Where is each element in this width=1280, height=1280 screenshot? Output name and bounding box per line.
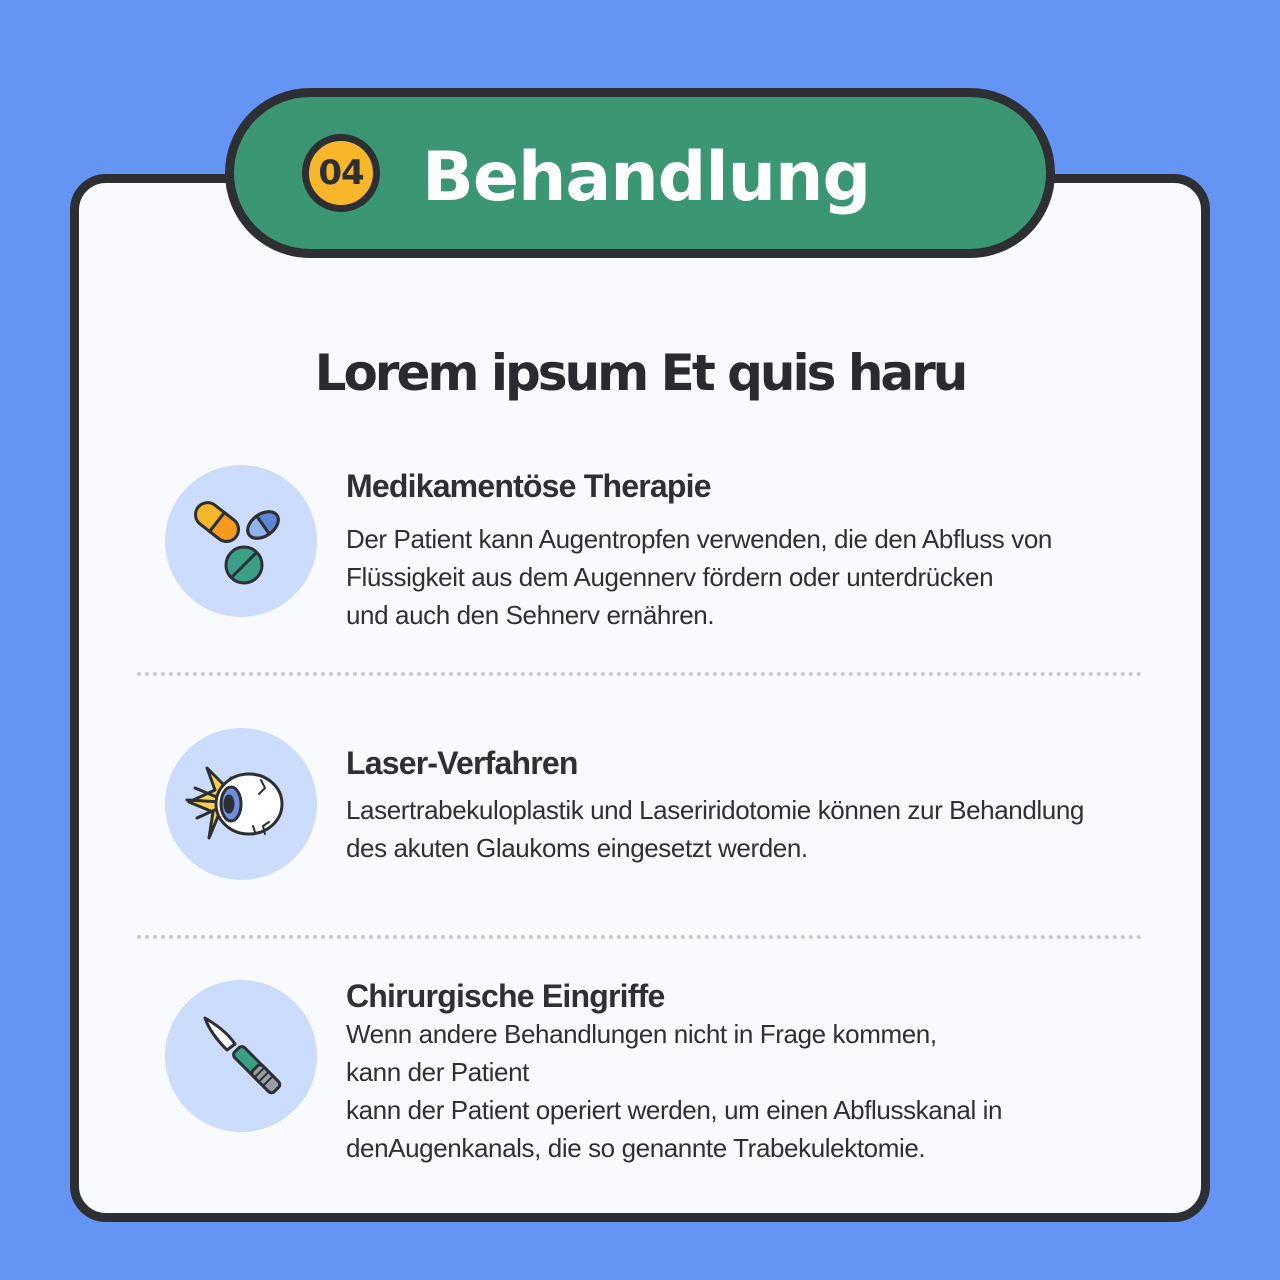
item-text-medication: Der Patient kann Augentropfen verwenden, die den Abfluss von Flüssigkeit aus dem Augennerv fördern oder unterdrücken und auch den Sehnerv ernähren. (346, 524, 1052, 630)
divider (137, 672, 1142, 676)
item-title-surgery: Chirurgische Eingriffe (346, 978, 665, 1014)
header-title: Behandlung (422, 138, 871, 217)
step-number-badge: 04 (302, 134, 380, 212)
laser-eye-icon (165, 728, 317, 880)
section-subtitle: Lorem ipsum Et quis haru (314, 344, 966, 402)
scalpel-icon (165, 980, 317, 1132)
pills-icon (165, 465, 317, 617)
item-title-laser: Laser-Verfahren (346, 745, 578, 781)
item-text-surgery: Wenn andere Behandlungen nicht in Frage kommen, kann der Patient kann der Patient operiert werden, um einen Abflusskanal in denAugenkanals, die so genannte Trabekulektomie. (346, 1019, 1003, 1163)
item-text-laser: Lasertrabekuloplastik und Laseriridotomie können zur Behandlung des akuten Glaukoms eingesetzt werden. (346, 795, 1084, 863)
item-title-medication: Medikamentöse Therapie (346, 468, 711, 504)
divider (137, 935, 1142, 939)
